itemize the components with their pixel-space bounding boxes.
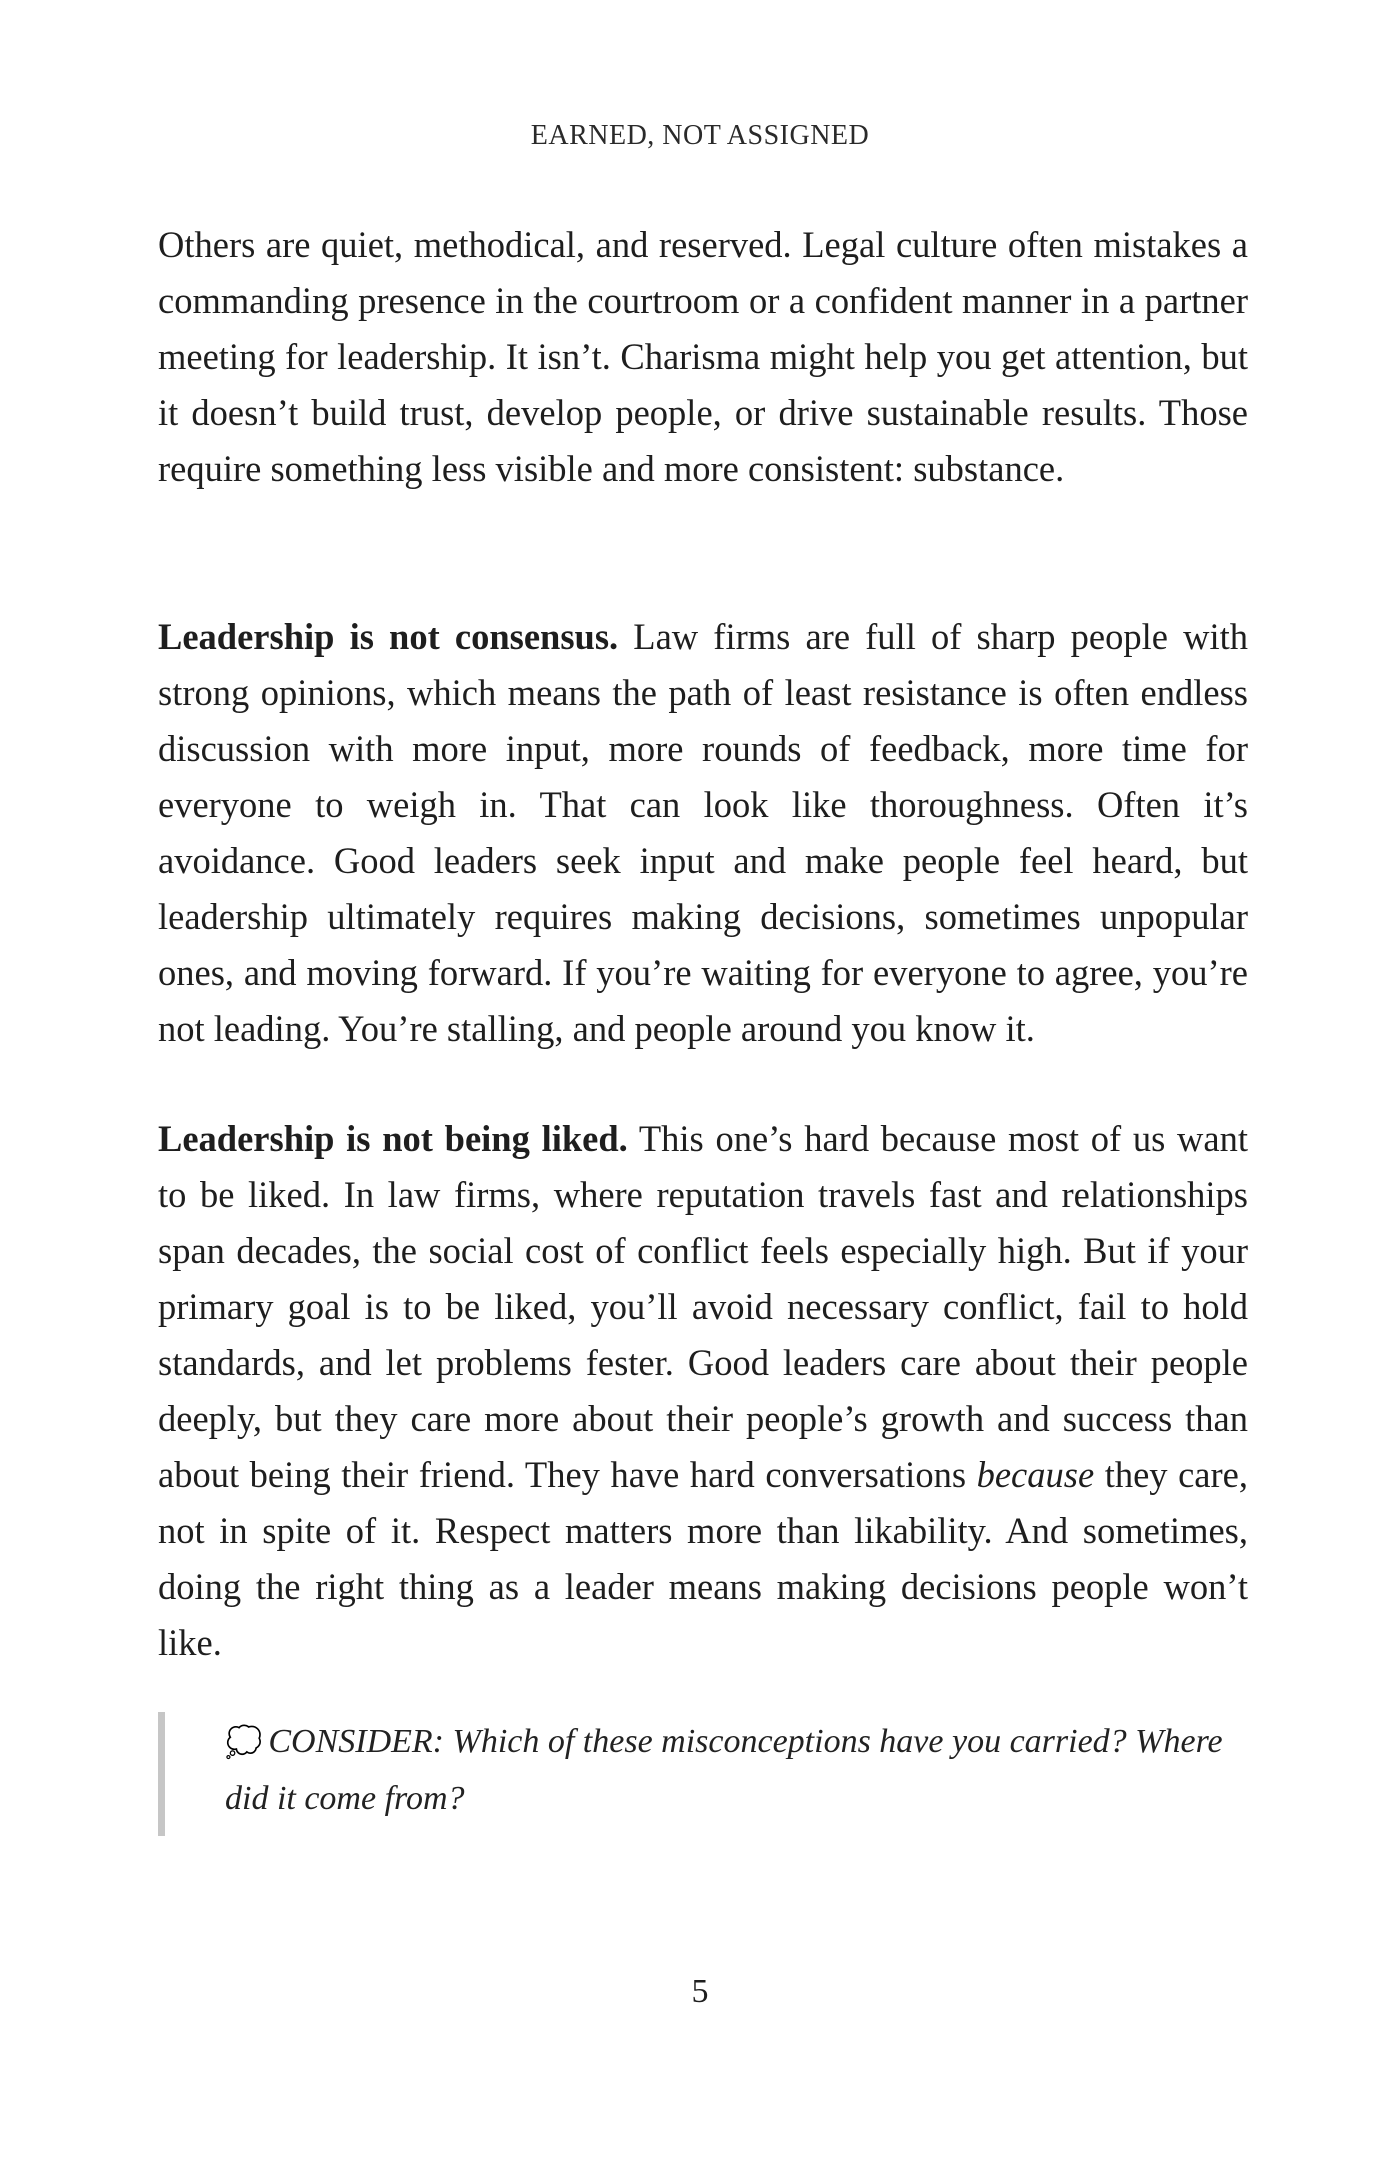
paragraph-text: This one’s hard because most of us want to be liked. In law firms, where reputation travels fast and relationships span decades, the social cost of conflict feels especially high. But if your primary goal is to be liked, you’ll avoid necessary conflict, fail to hold standards, and let problems fester. Good leaders care about their people deeply, but they care more about their people’s growth and success than about being their friend. They have hard conversations	[158, 1118, 1248, 1495]
paragraph-charisma	[158, 217, 1248, 497]
callout-text: CONSIDER: Which of these misconceptions have you carried? Where did it come from?	[225, 1723, 1223, 1817]
paragraph-being-liked	[158, 1111, 1248, 1671]
paragraph-lead: Leadership is not consensus.	[158, 616, 619, 657]
consider-callout	[158, 1712, 1248, 1836]
paragraph-lead: Leadership is not being liked.	[158, 1118, 628, 1159]
paragraph-emphasis: because	[976, 1454, 1095, 1495]
speech-bubble-icon: 💭	[225, 1725, 263, 1760]
running-head: EARNED, NOT ASSIGNED	[530, 120, 870, 151]
paragraph-text: Law firms are full of sharp people with strong opinions, which means the path of least resistance is often endless discussion with more input, more rounds of feedback, more time for everyone to weigh in. That can look like thoroughness. Often it’s avoidance. Good leaders seek input and make people feel heard, but leadership ultimately requires making decisions, sometimes unpopular ones, and moving forward. If you’re waiting for everyone to agree, you’re not leading. You’re stalling, and people around you know it.	[158, 616, 1248, 1049]
paragraph-text: they care, not in spite of it. Respect matters more than likability. And sometimes, doing the right thing as a leader means making decisions people won’t like.	[158, 1454, 1248, 1663]
paragraph-text: Others are quiet, methodical, and reserved. Legal culture often mistakes a commanding presence in the courtroom or a confident manner in a partner meeting for leadership. It isn’t. Charisma might help you get attention, but it doesn’t build trust, develop people, or drive sustainable results. Those require something less visible and more consistent: substance.	[158, 224, 1248, 489]
page-number: 5	[691, 1973, 709, 2010]
paragraph-consensus	[158, 609, 1248, 1057]
